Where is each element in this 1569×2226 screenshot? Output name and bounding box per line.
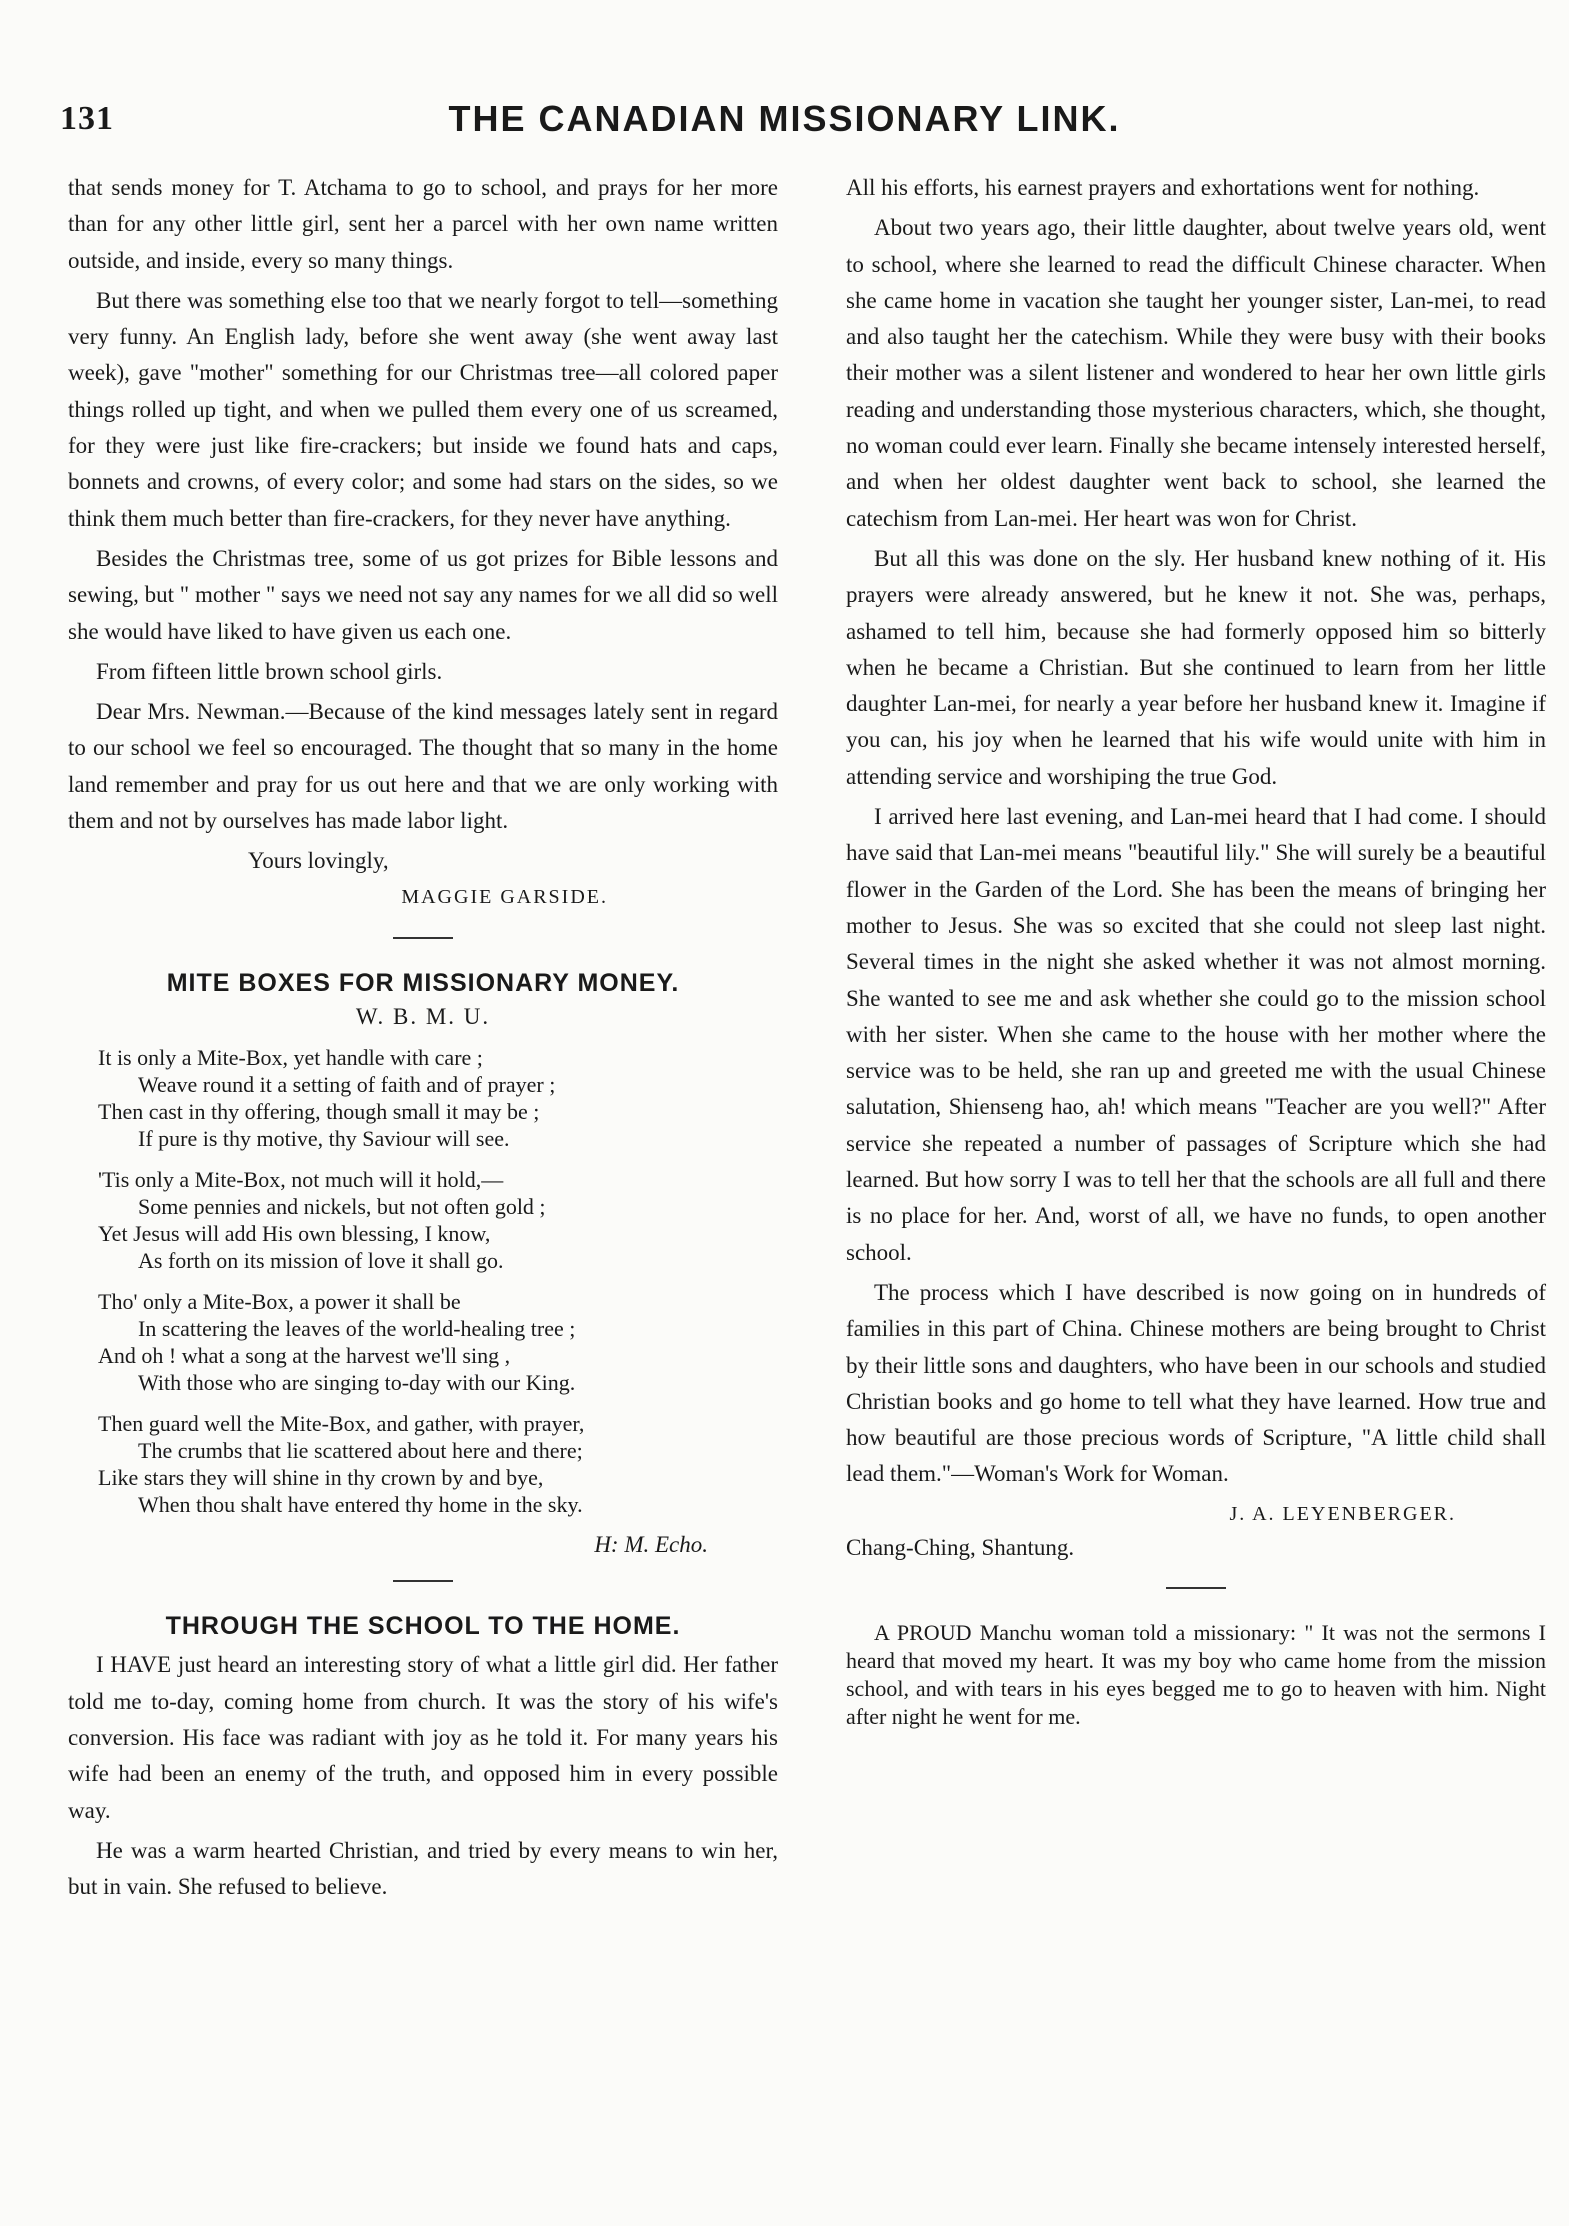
verse-line: 'Tis only a Mite-Box, not much will it hold,—	[98, 1167, 504, 1193]
verse-line: Like stars they will shine in thy crown by and bye,	[98, 1465, 544, 1491]
page-number: 131	[60, 100, 114, 137]
verse-line: As forth on its mission of love it shall go.	[138, 1248, 504, 1274]
paragraph: that sends money for T. Atchama to go to school, and prays for her more than for any other little girl, sent her a parcel with her own name written outside, and inside, every so many things.	[68, 175, 778, 273]
poem-stanza	[68, 1044, 778, 1152]
paragraph: Dear Mrs. Newman.—Because of the kind messages lately sent in regard to our school we feel so encouraged. The thought that so many in the home land remember and pray for us out here and that we are only working with them and not by ourselves has made labor light.	[68, 699, 778, 834]
place-line: Chang-Ching, Shantung.	[846, 1534, 1075, 1560]
poem-stanza	[68, 1410, 778, 1518]
divider	[393, 937, 453, 939]
poem-credit: H: M. Echo.	[594, 1532, 708, 1558]
verse-line: Yet Jesus will add His own blessing, I know,	[98, 1221, 491, 1247]
section-heading: MITE BOXES FOR MISSIONARY MONEY.	[166, 969, 680, 998]
verse-line: It is only a Mite-Box, yet handle with care ;	[98, 1045, 483, 1071]
paragraph: But all this was done on the sly. Her husband knew nothing of it. His prayers were already answered, but he knew it not. She was, perhaps, ashamed to tell him, because she had formerly opposed him so bitterly when he became a Christian. But she continued to learn from her little daughter Lan-mei, for nearly a year before her husband knew it. Imagine if you can, his joy when he learned that his wife would unite with him in attending service and worshiping the true God.	[846, 545, 1546, 789]
divider	[393, 1580, 453, 1582]
paragraph: Besides the Christmas tree, some of us got prizes for Bible lessons and sewing, but " mother " says we need not say any names for we all did so well she would have liked to have given us each one.	[68, 545, 778, 644]
signature: J. A. LEYENBERGER.	[1229, 1502, 1456, 1525]
verse-line: Some pennies and nickels, but not often gold ;	[138, 1194, 546, 1220]
paragraph: He was a warm hearted Christian, and tried by every means to win her, but in vain. She refused to believe.	[68, 1837, 778, 1900]
paragraph: I HAVE just heard an interesting story of what a little girl did. Her father told me to-day, coming home from church. It was the story of his wife's conversion. His face was radiant with joy as he told it. For many years his wife had been an enemy of the truth, and opposed him in every possible way.	[68, 1652, 778, 1823]
verse-line: When thou shalt have entered thy home in the sky.	[138, 1492, 583, 1518]
paragraph: A PROUD Manchu woman told a missionary: " It was not the sermons I heard that moved my heart. It was my boy who came home from the mission school, and with tears in his eyes begged me to go to heaven with him. Night after night he went for me.	[846, 1619, 1546, 1729]
verse-line: And oh ! what a song at the harvest we'll sing ,	[98, 1343, 511, 1369]
page-title: THE CANADIAN MISSIONARY LINK.	[448, 98, 1121, 139]
divider	[1166, 1587, 1226, 1589]
verse-line: Then guard well the Mite-Box, and gather, with prayer,	[98, 1411, 585, 1437]
paragraph: But there was something else too that we nearly forgot to tell—something very funny. An English lady, before she went away (she went away last week), gave "mother" something for our Christmas tree—all colored paper things rolled up tight, and when we pulled them every one of us screamed, for they were just like fire-crackers; but inside we found hats and caps, bonnets and crowns, of every color; and some had stars on the sides, so we think them much better than fire-crackers, for they never have anything.	[68, 287, 778, 531]
closing: Yours lovingly,	[248, 848, 389, 874]
verse-line: Weave round it a setting of faith and of prayer ;	[138, 1072, 556, 1098]
verse-line: In scattering the leaves of the world-healing tree ;	[138, 1316, 576, 1342]
left-column	[68, 170, 778, 1909]
paragraph: I arrived here last evening, and Lan-mei heard that I had come. I should have said that Lan-mei means "beautiful lily." She will surely be a beautiful flower in the Garden of the Lord. She has been the means of bringing her mother to Jesus. She was so excited that she could not sleep last night. Several times in the night she asked whether it was not almost morning. She wanted to see me and ask whether she could go to the mission school with her sister. When she came to the house with her mother where the service was to be held, she ran up and greeted me with the usual Chinese salutation, Shienseng hao, ah! which means "Teacher are you well?" After service she repeated a number of passages of Scripture which she had learned. But how sorry I was to tell her that the schools are all full and there is no place for her. And, worst of all, we have no funds, to open another school.	[846, 804, 1546, 1265]
verse-line: Then cast in thy offering, though small it may be ;	[98, 1099, 540, 1125]
verse-line: Tho' only a Mite-Box, a power it shall be	[98, 1289, 461, 1315]
verse-line: If pure is thy motive, thy Saviour will see.	[138, 1126, 510, 1152]
section-subheading: W. B. M. U.	[355, 1004, 491, 1030]
paragraph: The process which I have described is now going on in hundreds of families in this part of China. Chinese mothers are being brought to Christ by their little sons and daughters, who have been in our schools and studied Christian books and go home to tell what they have learned. How true and how beautiful are those precious words of Scripture, "A little child shall lead them."—Woman's Work for Woman.	[846, 1279, 1546, 1487]
poem-stanza	[68, 1288, 778, 1396]
right-column	[846, 170, 1546, 1731]
paragraph: All his efforts, his earnest prayers and exhortations went for nothing.	[846, 175, 1480, 200]
verse-line: With those who are singing to-day with our King.	[138, 1370, 576, 1396]
section-heading: THROUGH THE SCHOOL TO THE HOME.	[165, 1612, 681, 1641]
verse-line: The crumbs that lie scattered about here and there;	[138, 1438, 583, 1464]
signature: MAGGIE GARSIDE.	[401, 886, 608, 909]
paragraph: From fifteen little brown school girls.	[96, 658, 443, 684]
paragraph: About two years ago, their little daughter, about twelve years old, went to school, where she learned to read the difficult Chinese character. When she came home in vacation she taught her younger sister, Lan-mei, to read and also taught her the catechism. While they were busy with their books their mother was a silent listener and wondered to hear her own little girls reading and understanding those mysterious characters, which, she thought, no woman could ever learn. Finally she became intensely interested herself, and when her oldest daughter went back to school, she learned the catechism from Lan-mei. Her heart was won for Christ.	[846, 215, 1546, 531]
poem-stanza	[68, 1166, 778, 1274]
